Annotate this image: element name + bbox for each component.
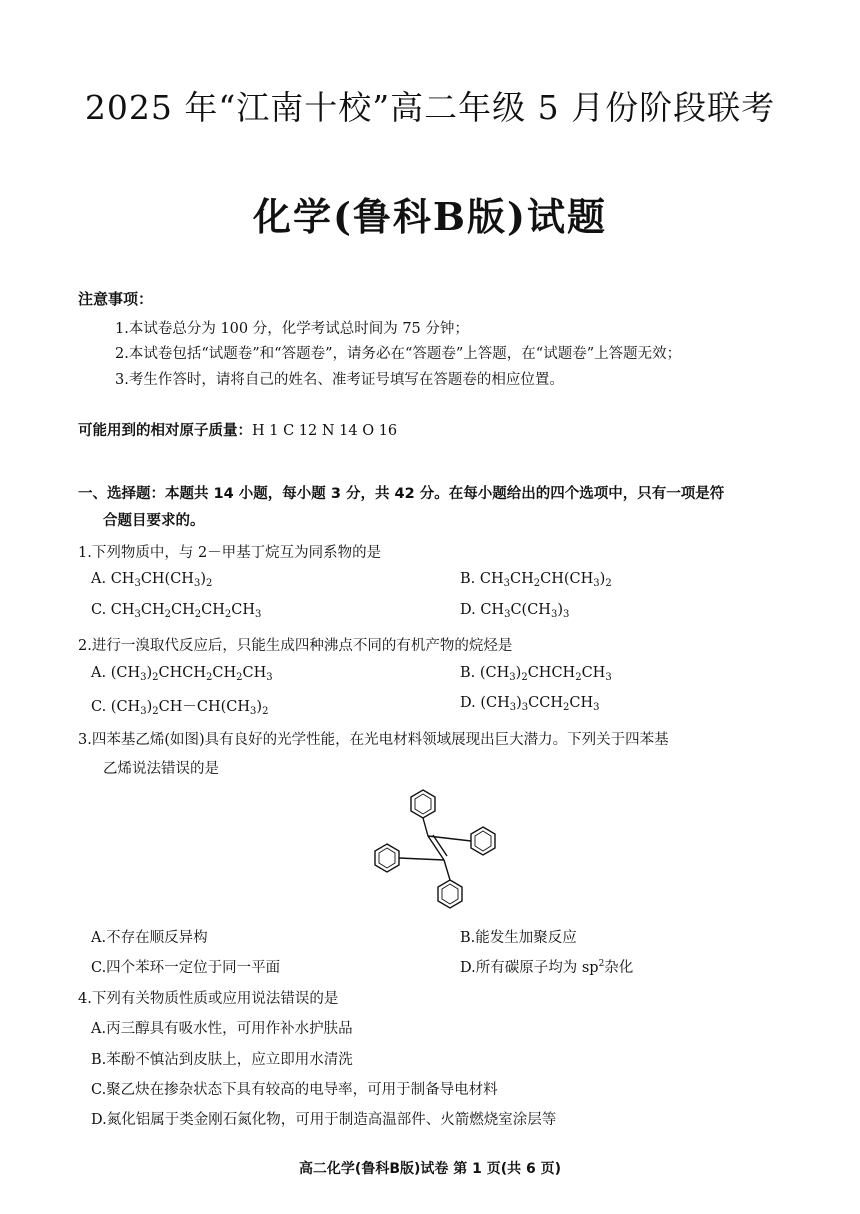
q1-option-a: A. $CH_3CH(CH_3)_2$	[91, 571, 213, 589]
q4-option-a: A.丙三醇具有吸水性，可用作补水护肤品	[91, 1021, 353, 1037]
q2-option-c: C. $(CH_3)_2CH-CH(CH_3)_2$	[91, 699, 269, 717]
q1-option-b: B. $CH_3CH_2CH(CH_3)_2$	[460, 571, 612, 589]
exam-subtitle: 化学(鲁科B版)试题	[252, 194, 608, 239]
q4-option-b: B.苯酚不慎沾到皮肤上，应立即用水清洗	[91, 1052, 353, 1068]
q3-option-c: C.四个苯环一定位于同一平面	[91, 960, 281, 976]
question-3-stem-cont: 乙烯说法错误的是	[103, 761, 219, 777]
atomic-mass-values: H 1 C 12 N 14 O 16	[252, 423, 398, 439]
question-2-stem: 2.进行一溴取代反应后，只能生成四种沸点不同的有机产物的烷烃是	[78, 638, 513, 654]
q4-option-c: C.聚乙炔在掺杂状态下具有较高的电导率，可用于制备导电材料	[91, 1082, 498, 1098]
q1-option-d: D. $CH_3C(CH_3)_3$	[460, 602, 570, 620]
question-3-stem: 3.四苯基乙烯(如图)具有良好的光学性能，在光电材料领域展现出巨大潜力。下列关于四苯基	[78, 732, 669, 748]
question-1-stem: 1.下列物质中，与 2－甲基丁烷互为同系物的是	[78, 545, 382, 561]
q2-option-a: A. $(CH_3)_2CHCH_2CH_2CH_3$	[91, 665, 273, 683]
notice-item: 2.本试卷包括“试题卷”和“答题卷”，请务必在“答题卷”上答题，在“试题卷”上答题无效；	[115, 346, 682, 362]
q1-option-c: C. $CH_3CH_2CH_2CH_2CH_3$	[91, 602, 262, 620]
q2-option-b: B. $(CH_3)_2CHCH_2CH_3$	[460, 665, 612, 683]
exam-title: 2025 年“江南十校”高二年级 5 月份阶段联考	[84, 88, 776, 127]
atomic-mass-label: 可能用到的相对原子质量：	[78, 423, 252, 439]
page-footer: 高二化学(鲁科B版)试卷 第 1 页(共 6 页)	[298, 1161, 562, 1177]
atomic-mass-line	[78, 419, 397, 440]
q4-option-d: D.氮化铝属于类金刚石氮化物，可用于制造高温部件、火箭燃烧室涂层等	[91, 1112, 557, 1128]
question-4-stem: 4.下列有关物质性质或应用说法错误的是	[78, 991, 339, 1007]
notice-item: 3.考生作答时，请将自己的姓名、准考证号填写在答题卷的相应位置。	[115, 372, 564, 388]
notice-heading: 注意事项：	[78, 290, 154, 308]
q2-option-d: D. $(CH_3)_3CCH_2CH_3$	[460, 695, 600, 713]
q3-option-b: B.能发生加聚反应	[460, 930, 577, 946]
notice-item: 1.本试卷总分为 100 分，化学考试总时间为 75 分钟；	[115, 321, 469, 337]
q3-option-d: D.所有碳原子均为 $sp^2$杂化	[460, 959, 634, 976]
tetraphenylethylene-structure	[366, 784, 516, 916]
section-heading: 一、选择题：本题共 14 小题，每小题 3 分，共 42 分。在每小题给出的四个选项中，只有一项是符	[78, 486, 725, 502]
q3-option-a: A.不存在顺反异构	[91, 930, 208, 946]
section-heading-cont: 合题目要求的。	[103, 513, 205, 529]
